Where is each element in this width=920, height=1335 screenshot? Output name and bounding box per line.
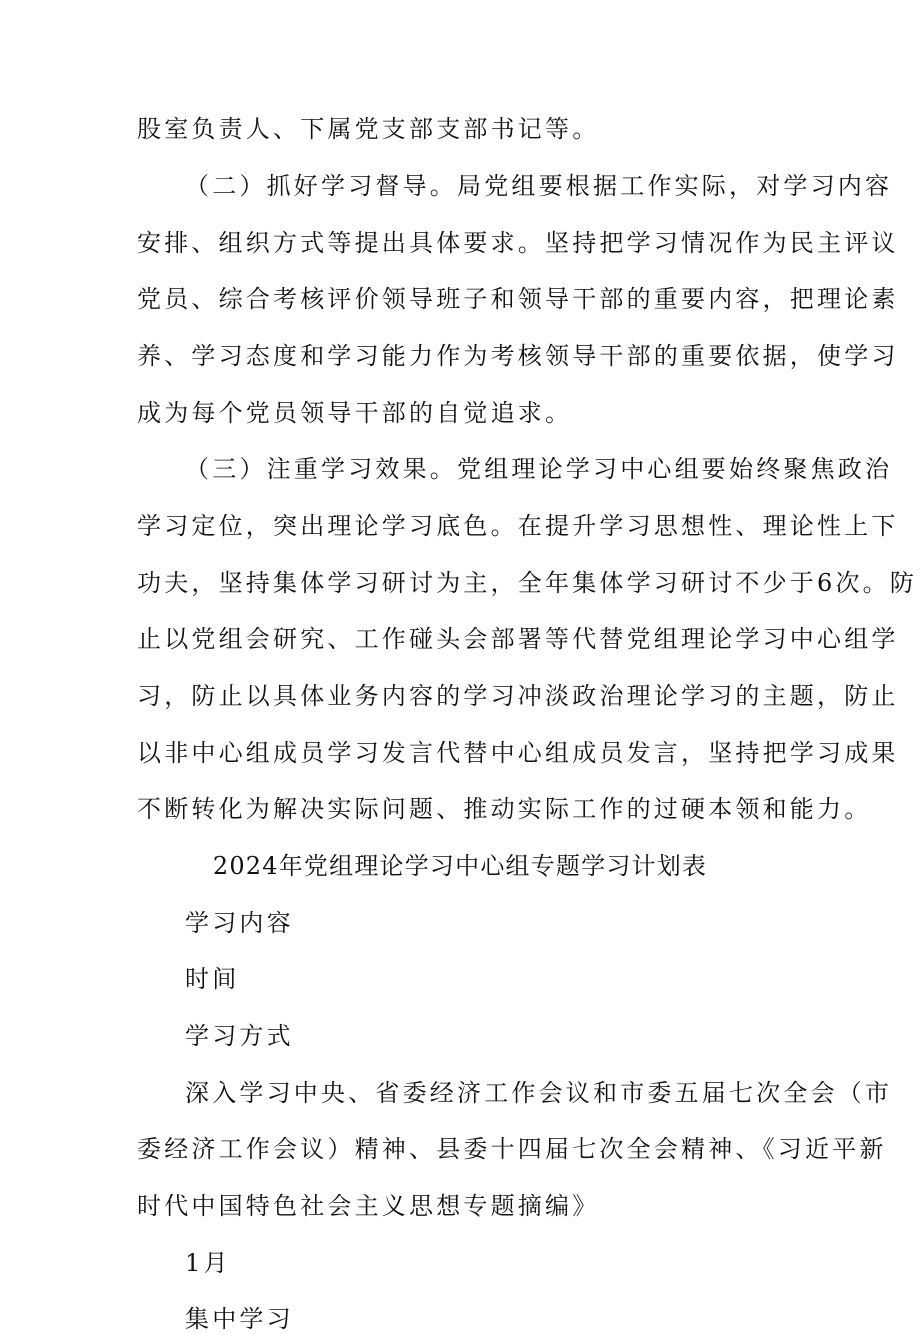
section-3-line: 习，防止以具体业务内容的学习冲淡政治理论学习的主题，防止 (137, 682, 899, 710)
table-header-content: 学习内容 (185, 909, 294, 937)
table-row-method: 集中学习 (185, 1305, 294, 1333)
section-2-heading-line: （二）抓好学习督导。局党组要根据工作实际，对学习内容 (185, 172, 893, 200)
section-3-heading-line: （三）注重学习效果。党组理论学习中心组要始终聚焦政治 (185, 455, 893, 483)
section-2-line: 养、学习态度和学习能力作为考核领导干部的重要依据，使学习 (137, 342, 899, 370)
table-header-time: 时间 (185, 965, 240, 993)
table-row-content-line: 委经济工作会议）精神、县委十四届七次全会精神、《习近平新 (137, 1135, 887, 1163)
section-3-line: 学习定位，突出理论学习底色。在提升学习思想性、理论性上下 (137, 512, 899, 540)
section-3-line: 以非中心组成员学习发言代替中心组成员发言，坚持把学习成果 (137, 739, 899, 767)
paragraph-continuation: 股室负责人、下属党支部支部书记等。 (137, 115, 600, 143)
section-2-line: 安排、组织方式等提出具体要求。坚持把学习情况作为民主评议 (137, 229, 899, 257)
section-2-line: 成为每个党员领导干部的自觉追求。 (137, 399, 573, 427)
section-3-line: 不断转化为解决实际问题、推动实际工作的过硬本领和能力。 (137, 795, 872, 823)
section-3-line: 止以党组会研究、工作碰头会部署等代替党组理论学习中心组学 (137, 625, 899, 653)
table-header-method: 学习方式 (185, 1022, 294, 1050)
table-row-content-line: 深入学习中央、省委经济工作会议和市委五届七次全会（市 (185, 1079, 893, 1107)
table-row-time: 1月 (185, 1249, 231, 1277)
section-3-line: 功夫，坚持集体学习研讨为主，全年集体学习研讨不少于6次。防 (137, 569, 918, 597)
table-title: 2024年党组理论学习中心组专题学习计划表 (212, 852, 708, 880)
section-2-line: 党员、综合考核评价领导班子和领导干部的重要内容，把理论素 (137, 285, 899, 313)
table-row-content-line: 时代中国特色社会主义思想专题摘编》 (137, 1192, 600, 1220)
